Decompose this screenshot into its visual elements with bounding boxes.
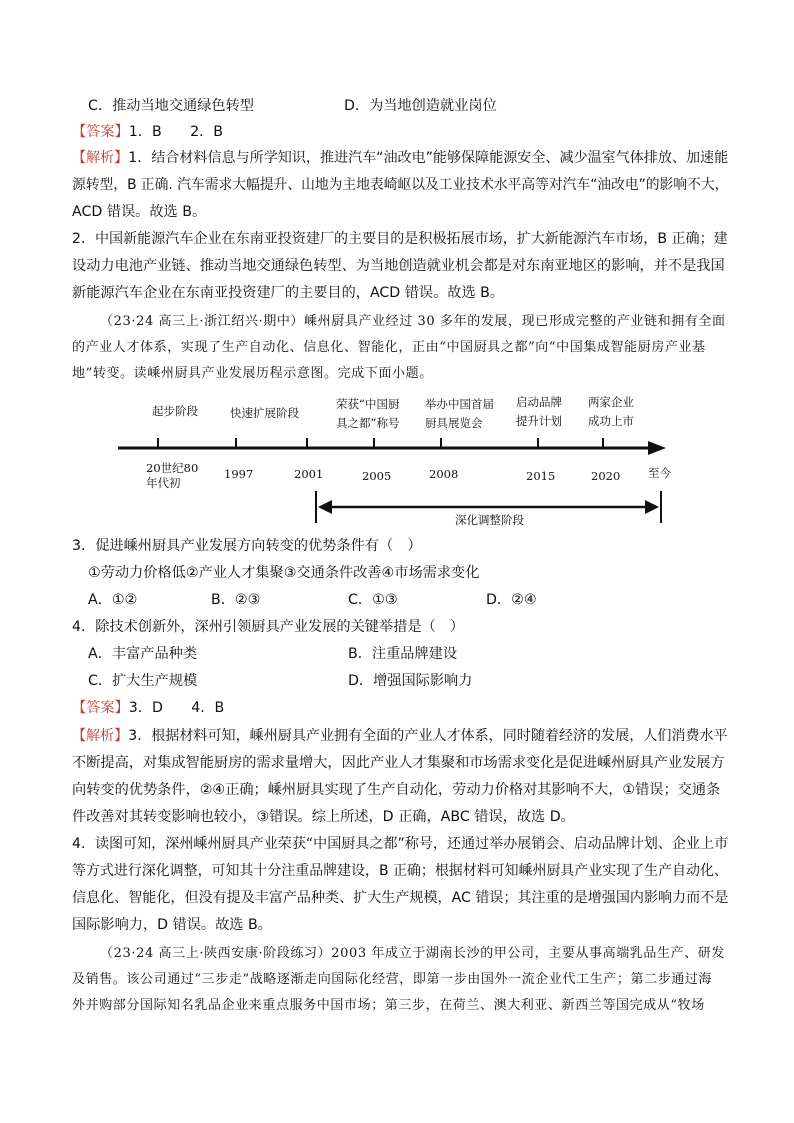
q3-option-a: A．①② [88, 592, 138, 608]
start-label-line1: 20世纪80 [146, 461, 199, 475]
analysis-2-line-4: 件改善对其转变影响也较小，③错误。综上所述，D 正确，ABC 错误，故选 D。 [72, 809, 575, 825]
q4-stem: 4．除技术创新外，深州引领厨具产业发展的关键举措是（ ） [72, 619, 465, 635]
analysis-tag: 【解析】 [72, 150, 129, 166]
analysis-1-line-3: ACD 错误。故选 B。 [72, 204, 207, 220]
answer-tag: 【答案】 [72, 700, 129, 716]
start-label-line2: 年代初 [146, 476, 181, 490]
q4-option-d: D．增强国际影响力 [348, 673, 473, 689]
event-brand-line2: 提升计划 [516, 414, 562, 428]
analysis-2-line-5: 4．读图可知，深州嵊州厨具产业荣获“中国厨具之都”称号，还通过举办展销会、启动品牌计划、企业上市 [72, 836, 729, 852]
analysis-tag: 【解析】 [72, 728, 129, 744]
event-ipo-line1: 两家企业 [588, 395, 634, 409]
analysis-2-line-1 [72, 726, 728, 746]
year-2008: 2008 [429, 467, 459, 481]
q3-option-c: C．①③ [348, 592, 398, 608]
event-award-line1: 荣获“中国厨 [336, 397, 400, 411]
material-2-line-1: （23·24 高三上·浙江绍兴·期中）嵊州厨具产业经过 30 多年的发展，现已形成完整的产业链和拥有全面 [100, 314, 726, 329]
event-award-line2: 具之都”称号 [336, 416, 400, 430]
analysis-2-line-2: 不断提高，对集成智能厨房的需求量增大，因此产业人才集聚和市场需求变化是促进嵊州厨具产业发展方 [72, 755, 725, 771]
phase-arrow-left-head [318, 500, 332, 514]
timeline-arrowhead [648, 441, 666, 455]
material-2-line-2: 的产业人才体系，实现了生产自动化、信息化、智能化，正由“中国厨具之都”向“中国集成智能厨房产业基 [72, 340, 706, 355]
q4-option-a: A．丰富产品种类 [88, 646, 198, 662]
phase-arrow-right-head [645, 500, 659, 514]
material-3-line-1: （23·24 高三上·陕西安康·阶段练习）2003 年成立于湖南长沙的甲公司，主要从事高端乳品生产、研发 [100, 946, 726, 961]
analysis-1-line-4: 2．中国新能源汽车企业在东南亚投资建厂的主要目的是积极拓展市场，扩大新能源汽车市场，B 正确；建 [72, 231, 728, 247]
q3-stem: 3．促进嵊州厨具产业发展方向转变的优势条件有（ ） [72, 538, 422, 554]
q3-option-b: B．②③ [211, 592, 261, 608]
q2-option-c: C．推动当地交通绿色转型 [88, 98, 254, 114]
analysis-text: 1．结合材料信息与所学知识，推进汽车“油改电”能够保障能源安全、减少温室气体排放、加速能 [128, 150, 729, 166]
material-2-line-3: 地”转变。读嵊州厨具产业发展历程示意图。完成下面小题。 [72, 366, 433, 381]
year-2001: 2001 [294, 467, 324, 481]
event-ipo-line2: 成功上市 [588, 414, 634, 428]
q4-option-b: B．注重品牌建设 [348, 646, 458, 662]
year-2015: 2015 [526, 469, 556, 483]
answer-block-2 [72, 698, 224, 718]
year-2020: 2020 [591, 469, 621, 483]
analysis-1-line-5: 设动力电池产业链、推动当地交通绿色转型、为当地创造就业机会都是对东南亚地区的影响，并不是我国 [72, 258, 725, 274]
analysis-2-line-8: 国际影响力，D 错误。故选 B。 [72, 917, 272, 933]
year-1997: 1997 [224, 467, 254, 481]
q4-option-c: C．扩大生产规模 [88, 673, 198, 689]
material-3-line-2: 及销售。该公司通过“三步走”战略逐渐走向国际化经营，即第一步由国外一流企业代工生产；第二步通过海 [72, 972, 713, 987]
material-3-line-3: 外并购部分国际知名乳品企业来重点服务中国市场；第三步，在荷兰、澳大利亚、新西兰等国完成从“牧场 [72, 998, 705, 1013]
analysis-1-line-2: 源转型，B 正确. 汽车需求大幅提升、山地为主地表崎岖以及工业技术水平高等对汽车“油改电”的影响不大， [72, 177, 729, 193]
analysis-text: 3．根据材料可知，嵊州厨具产业拥有全面的产业人才体系，同时随着经济的发展，人们消费水平 [128, 728, 728, 744]
analysis-2-line-3: 向转变的优势条件，②④正确；嵊州厨具实现了生产自动化，劳动力价格对其影响不大，①错误；交通条 [72, 782, 721, 798]
answer-tag: 【答案】 [72, 124, 129, 140]
phase-label: 深化调整阶段 [455, 513, 524, 527]
analysis-1-line-6: 新能源汽车企业在东南亚投资建厂的主要目的，ACD 错误。故选 B。 [72, 285, 505, 301]
stage-start: 起步阶段 [152, 404, 198, 418]
event-expo-line2: 厨具展览会 [425, 416, 483, 430]
q3-choices: ①劳动力价格低②产业人才集聚③交通条件改善④市场需求变化 [88, 565, 480, 581]
analysis-2-line-7: 信息化、智能化，但没有提及丰富产品种类、扩大生产规模，AC 错误；其注重的是增强国内影响力而不是 [72, 890, 729, 906]
year-2005: 2005 [362, 469, 392, 483]
event-brand-line1: 启动品牌 [516, 395, 562, 409]
event-expo-line1: 举办中国首届 [425, 397, 494, 411]
analysis-2-line-6: 等方式进行深化调整，可知其十分注重品牌建设，B 正确；根据材料可知嵊州厨具产业实现了生产自动化、 [72, 863, 728, 879]
end-label: 至今 [648, 466, 671, 480]
stage-rapid-expansion: 快速扩展阶段 [230, 406, 299, 420]
answer-text: 3．D 4．B [128, 700, 225, 716]
answer-text: 1．B 2．B [128, 124, 224, 140]
q2-option-d: D．为当地创造就业岗位 [344, 98, 497, 114]
q3-option-d: D．②④ [486, 592, 537, 608]
